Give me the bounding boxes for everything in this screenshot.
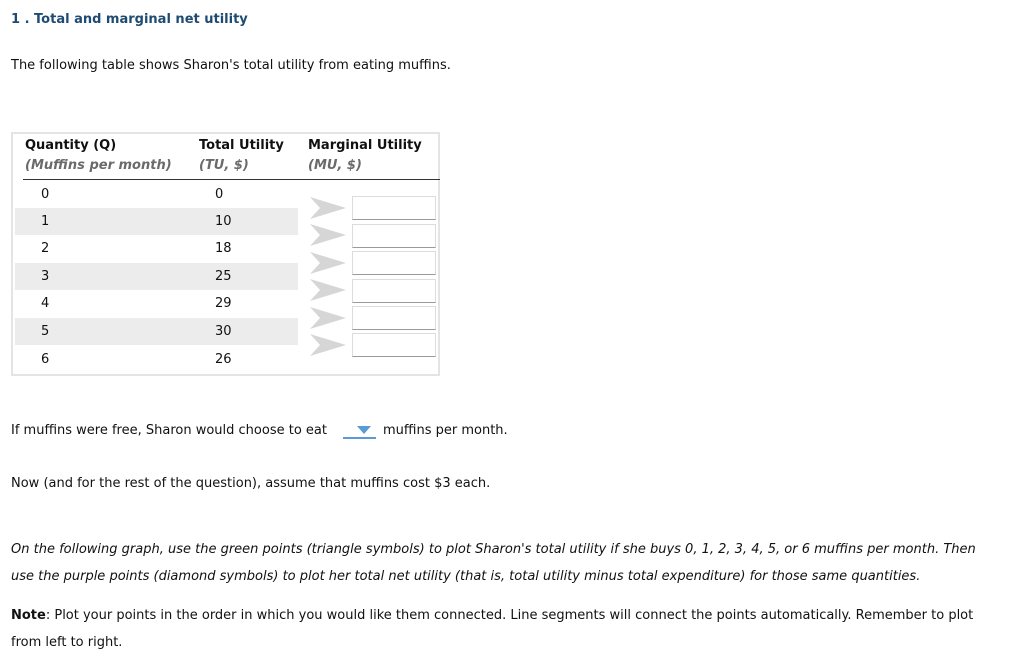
quantity-cell: 6 bbox=[41, 352, 50, 367]
header-total-utility: Total Utility bbox=[199, 138, 284, 153]
arrow-right-icon bbox=[308, 332, 348, 358]
quantity-cell: 4 bbox=[41, 296, 50, 311]
arrow-right-icon bbox=[308, 277, 348, 303]
total-utility-cell: 30 bbox=[215, 324, 232, 339]
arrow-right-icon bbox=[308, 195, 348, 221]
table-row bbox=[15, 263, 298, 290]
header-marginal-utility-sub: (MU, $) bbox=[308, 158, 362, 173]
marginal-utility-input-2[interactable] bbox=[352, 224, 436, 248]
total-utility-cell: 29 bbox=[215, 296, 232, 311]
free-muffins-suffix: muffins per month. bbox=[383, 423, 508, 438]
quantity-cell: 1 bbox=[41, 214, 50, 229]
table-row bbox=[15, 318, 298, 345]
marginal-utility-input-4[interactable] bbox=[352, 279, 436, 303]
table-row bbox=[15, 346, 298, 373]
total-utility-cell: 10 bbox=[215, 214, 232, 229]
caret-down-icon bbox=[357, 426, 371, 434]
graph-instruction-line-2: use the purple points (diamond symbols) to plot her total net utility (that is, total utility minus total expenditure) for those same quantities. bbox=[11, 569, 921, 584]
header-quantity: Quantity (Q) bbox=[25, 138, 117, 153]
note-line-2: from left to right. bbox=[11, 635, 123, 650]
marginal-utility-input-5[interactable] bbox=[352, 306, 436, 330]
marginal-utility-input-6[interactable] bbox=[352, 333, 436, 357]
muffins-quantity-dropdown[interactable] bbox=[343, 422, 376, 439]
table-row bbox=[15, 235, 298, 262]
total-utility-cell: 26 bbox=[215, 352, 232, 367]
table-row bbox=[15, 290, 298, 317]
utility-table bbox=[11, 132, 440, 376]
total-utility-cell: 25 bbox=[215, 269, 232, 284]
graph-instruction-line-1: On the following graph, use the green points (triangle symbols) to plot Sharon's total utility if she buys 0, 1, 2, 3, 4, 5, or 6 muffins per month. Then bbox=[11, 542, 976, 557]
free-muffins-question: If muffins were free, Sharon would choose to eat bbox=[11, 423, 327, 438]
header-total-utility-sub: (TU, $) bbox=[199, 158, 249, 173]
header-marginal-utility: Marginal Utility bbox=[308, 138, 422, 153]
header-divider bbox=[23, 179, 440, 180]
question-title: 1 . Total and marginal net utility bbox=[11, 12, 248, 27]
quantity-cell: 5 bbox=[41, 324, 50, 339]
quantity-cell: 0 bbox=[41, 187, 50, 202]
note-text: : Plot your points in the order in which you would like them connected. Line segments will connect the points automatically. Remember to plot bbox=[45, 608, 974, 623]
arrow-right-icon bbox=[308, 250, 348, 276]
note-label: Note bbox=[11, 608, 46, 623]
marginal-utility-input-3[interactable] bbox=[352, 251, 436, 275]
arrow-right-icon bbox=[308, 222, 348, 248]
quantity-cell: 3 bbox=[41, 269, 50, 284]
arrow-right-icon bbox=[308, 305, 348, 331]
marginal-utility-input-1[interactable] bbox=[352, 196, 436, 220]
header-quantity-sub: (Muffins per month) bbox=[25, 158, 172, 173]
total-utility-cell: 0 bbox=[215, 187, 224, 202]
note-line-1 bbox=[11, 602, 973, 629]
table-row bbox=[15, 181, 298, 208]
intro-text: The following table shows Sharon's total utility from eating muffins. bbox=[11, 58, 451, 73]
total-utility-cell: 18 bbox=[215, 241, 232, 256]
quantity-cell: 2 bbox=[41, 241, 50, 256]
table-row bbox=[15, 208, 298, 235]
cost-statement: Now (and for the rest of the question), assume that muffins cost $3 each. bbox=[11, 476, 491, 491]
